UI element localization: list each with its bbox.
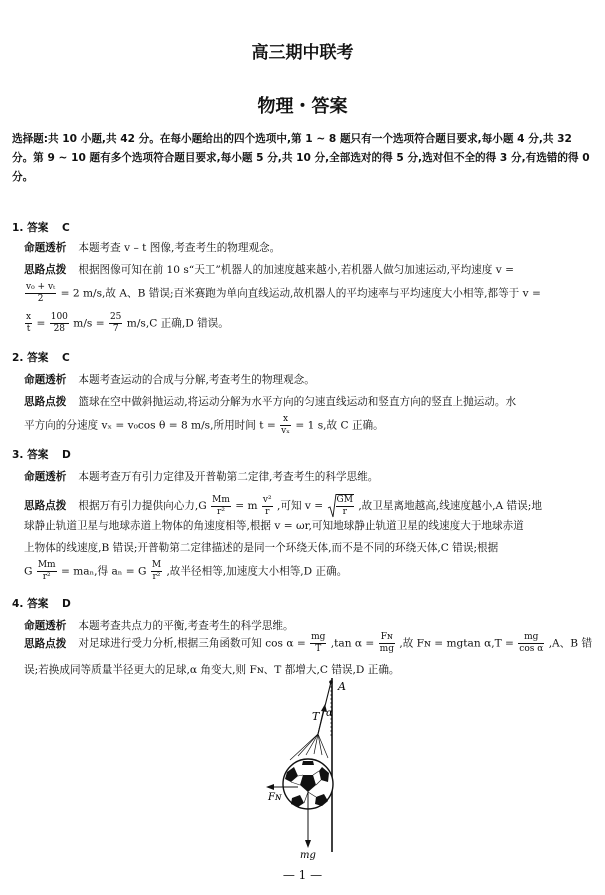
q2-analysis <box>24 372 315 387</box>
q1-fraction-xt: $\frac{x}{t}$ <box>26 312 32 334</box>
q1-analysis <box>24 240 280 255</box>
q1-hint-line2 <box>24 282 541 305</box>
q2-answer: C <box>62 352 70 364</box>
q1-analysis-text: 本题考查 v – t 图像,考查考生的物理观念。 <box>78 242 281 254</box>
q1-answer: C <box>62 222 70 234</box>
q4-hint-label: 思路点拨 <box>24 637 67 650</box>
q2-hint-text1: 篮球在空中做斜抛运动,将运动分解为水平方向的匀速直线运动和竖直方向的竖直上抛运动。水 <box>78 396 517 408</box>
q1-hint-line1 <box>24 262 514 277</box>
q3-hint-line1: 思路点拨 根据万有引力提供向心力,G $\frac{Mm}{\text{r²}}$ = m $\frac{\text{v²}}{r}$ ,可知 v = $\frac{GM}{r}$ ,故卫星离地越高,线速度越小,A 错误;地 <box>24 494 542 517</box>
q1-hint-line3: $\frac{x}{t}$ = $\frac{100}{28}$ m/s = $\frac{25}{7}$ m/s,C 正确,D 错误。 <box>26 312 229 334</box>
q2-hint-label: 思路点拨 <box>24 396 67 408</box>
q4-fraction-FN-mg: $\frac{\text{Fɴ}}{mg}$ <box>379 632 394 654</box>
q3-header <box>12 447 71 462</box>
q3-hint-line3: 上物体的线速度,B 错误;开普勒第二定律描述的是同一个环绕天体,而不是不同的环绕天体,C 错误;根据 <box>24 542 499 554</box>
label-mg: mg <box>300 850 316 861</box>
label-alpha: α <box>326 708 333 719</box>
q3-analysis <box>24 469 378 484</box>
q4-number: 4. <box>12 598 24 610</box>
q3-answer-label: 答案 <box>27 449 49 461</box>
q4-hint-line2: 误;若换成同等质量半径更大的足球,α 角变大,则 Fɴ、T 都增大,C 错误,D 正确。 <box>24 664 400 676</box>
q2-analysis-text: 本题考查运动的合成与分解,考查考生的物理观念。 <box>78 374 315 386</box>
q2-hint-line2 <box>24 414 384 437</box>
q3-hint-line4: G $\frac{Mm}{\text{r²}}$ = maₙ,得 aₙ = G $\frac{M}{\text{r²}}$ ,故半径相等,加速度大小相等,D 正确。 <box>24 560 348 582</box>
force-diagram <box>240 676 380 866</box>
page-number: — 1 — <box>282 868 323 882</box>
q3-analysis-text: 本题考查万有引力定律及开普勒第二定律,考查考生的科学思维。 <box>78 471 379 483</box>
q2-hint-line1 <box>24 394 516 409</box>
q1-hint-text3: m/s,C 正确,D 错误。 <box>126 317 229 330</box>
q4-analysis-label: 命题透析 <box>24 620 67 632</box>
section-intro: 选择题:共 10 小题,共 42 分。在每小题给出的四个选项中,第 1 ~ 8 题只有一个选项符合题目要求,每小题 4 分,共 32 分。第 9 ~ 10 题有多个选项符合题目要求,每小题 5 分,共 10 分,全部选对的得 5 分,选对但不全的得 3 分,有选错的得 0 分。 <box>12 133 590 183</box>
q4-fraction-mg-cos: $\frac{mg}{\text{cos α}}$ <box>519 632 544 654</box>
q1-analysis-label: 命题透析 <box>24 242 67 254</box>
label-A: A <box>338 680 346 693</box>
q4-fraction-mg-T: $\frac{mg}{T}$ <box>311 632 326 654</box>
label-FN: Fɴ <box>268 792 282 803</box>
q1-hint-text2: = 2 m/s,故 A、B 错误;百米赛跑为单向直线运动,故机器人的平均速率与平均速度大小相等,都等于 v = <box>60 287 541 300</box>
exam-title: 高三期中联考 <box>251 43 354 63</box>
net-strings <box>290 734 328 760</box>
q2-hint-text2a: 平方向的分速度 vₓ = v₀cos θ = 8 m/s,所用时间 t = <box>24 419 276 432</box>
q1-answer-label: 答案 <box>27 222 49 234</box>
q3-number: 3. <box>12 449 24 461</box>
q3-fraction-v2-r: $\frac{\text{v²}}{r}$ <box>262 494 272 517</box>
q3-fraction-M-r2: $\frac{M}{\text{r²}}$ <box>151 560 162 582</box>
q3-analysis-label: 命题透析 <box>24 471 67 483</box>
q1-fraction-avg: $\frac{\text{v₀ + vₜ}}{2}$ <box>26 282 56 304</box>
q1-hint-label: 思路点拨 <box>24 264 67 276</box>
q4-header <box>12 596 71 611</box>
q3-hint-line2: 球静止轨道卫星与地球赤道上物体的角速度相等,根据 v = ωr,可知地球静止轨道卫星的线速度大于地球赤道 <box>24 520 524 532</box>
q2-header <box>12 350 70 365</box>
q1-fraction-25-7: $\frac{25}{7}$ <box>109 312 122 334</box>
q2-analysis-label: 命题透析 <box>24 374 67 386</box>
q4-answer: D <box>62 598 71 610</box>
q1-fraction-100-28: $\frac{100}{28}$ <box>50 312 68 334</box>
q2-hint-text2b: = 1 s,故 C 正确。 <box>295 419 384 432</box>
label-T: T <box>312 710 320 723</box>
q3-sqrt-GM-r: $\frac{GM}{r}$ <box>327 493 355 519</box>
q1-number: 1. <box>12 222 24 234</box>
q4-answer-label: 答案 <box>27 598 49 610</box>
q2-fraction-time: $\frac{x}{\text{vₓ}}$ <box>281 414 290 436</box>
q3-fraction-Mm-r2: $\frac{Mm}{\text{r²}}$ <box>212 494 230 517</box>
q4-analysis-text: 本题考查共点力的平衡,考查考生的科学思维。 <box>78 620 294 632</box>
q3-hint-label: 思路点拨 <box>24 500 67 512</box>
q4-hint-line1: 思路点拨 对足球进行受力分析,根据三角函数可知 cos α = $\frac{mg}{T}$ ,tan α = $\frac{\text{Fɴ}}{mg}$ ,故 Fɴ = mgtan α,T = $\frac{mg}{\text{cos α}}$ ,A、B 错 <box>24 632 593 654</box>
q2-answer-label: 答案 <box>27 352 49 364</box>
q3-fraction-Mm-r2-b: $\frac{Mm}{\text{r²}}$ <box>37 560 56 582</box>
q1-header <box>12 220 70 235</box>
q4-analysis <box>24 618 294 633</box>
exam-subtitle: 物理・答案 <box>257 96 348 117</box>
gravity-arrowhead <box>305 840 311 848</box>
normal-force-arrowhead <box>266 784 274 790</box>
q1-hint-text1: 根据图像可知在前 10 s“天工”机器人的加速度越来越小,若机器人做匀加速运动,平均速度 v = <box>78 264 514 276</box>
q2-number: 2. <box>12 352 24 364</box>
q3-answer: D <box>62 449 71 461</box>
